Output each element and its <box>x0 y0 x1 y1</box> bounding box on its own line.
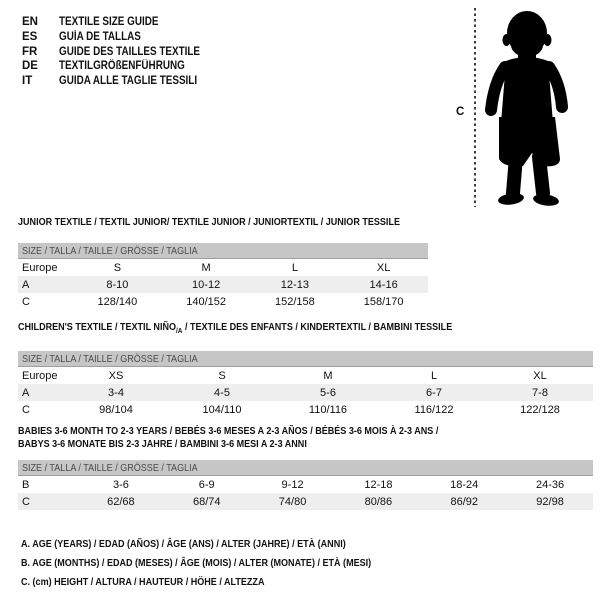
language-row <box>22 74 223 89</box>
language-legend <box>22 15 223 89</box>
value-cell: 80/86 <box>364 495 393 508</box>
value-cell: 68/74 <box>192 495 221 508</box>
value-cell: 152/158 <box>274 295 315 308</box>
value-cell: 104/110 <box>202 403 242 416</box>
row-label-cell: B <box>22 478 30 491</box>
language-label: GUÍA DE TALLAS <box>59 30 141 43</box>
size-header-label: SIZE / TALLA / TAILLE / GRÖSSE / TAGLIA <box>22 352 198 365</box>
size-cell: S <box>113 261 122 274</box>
table-childrens-textile <box>18 321 593 418</box>
row-label-cell: C <box>22 403 30 416</box>
language-row <box>22 45 223 60</box>
size-header-bar <box>18 351 593 367</box>
table-row <box>18 476 593 493</box>
table-row <box>18 401 593 418</box>
value-cell: 18-24 <box>450 478 479 491</box>
size-cell: L <box>430 369 438 382</box>
size-cell: M <box>323 369 333 382</box>
value-cell: 7-8 <box>532 386 548 399</box>
value-cell: 10-12 <box>192 278 221 291</box>
language-row <box>22 59 223 74</box>
value-cell: 5-6 <box>320 386 336 399</box>
value-cell: 3-4 <box>108 386 124 399</box>
language-code: DE <box>22 60 38 73</box>
value-cell: 86/92 <box>450 495 478 508</box>
row-label-cell: C <box>22 495 30 508</box>
value-cell: 12-13 <box>280 278 309 291</box>
title-text: / TEXTILE DES ENFANTS / KINDERTEXTIL / BAMBINI TESSILE <box>182 321 453 333</box>
table-title: JUNIOR TEXTILE / TEXTIL JUNIOR/ TEXTILE JUNIOR / JUNIORTEXTIL / JUNIOR TESSILE <box>18 216 400 228</box>
size-cell: L <box>291 261 298 274</box>
height-dotted-line <box>474 8 476 207</box>
value-cell: 62/68 <box>107 495 135 508</box>
language-label: TEXTILE SIZE GUIDE <box>59 16 159 28</box>
footnote-a: A. AGE (YEARS) / EDAD (AÑOS) / ÂGE (ANS) / ALTER (JAHRE) / ETÀ (ANNI) <box>21 538 346 550</box>
size-header-bar <box>18 243 428 259</box>
value-cell: 116/122 <box>414 403 454 416</box>
language-code: ES <box>22 30 38 43</box>
footnote-b: B. AGE (MONTHS) / EDAD (MESES) / ÂGE (MOIS) / ALTER (MONATE) / ETÀ (MESI) <box>21 557 372 569</box>
table-title-line2: BABYS 3-6 MONATE BIS 2-3 JAHRE / BAMBINI 3-6 MESI A 2-3 ANNI <box>18 438 307 450</box>
row-label-cell: A <box>22 386 30 399</box>
language-label: GUIDA ALLE TAGLIE TESSILI <box>59 75 198 88</box>
value-cell: 8-10 <box>106 278 129 291</box>
language-code: FR <box>22 45 38 58</box>
table-row <box>18 276 428 293</box>
height-label-c: C <box>456 106 465 118</box>
value-cell: 128/140 <box>97 295 138 308</box>
value-cell: 122/128 <box>520 403 560 416</box>
row-label-cell: C <box>22 295 30 308</box>
value-cell: 24-36 <box>535 478 565 491</box>
table-row <box>18 293 428 310</box>
size-header-label: SIZE / TALLA / TAILLE / GRÖSSE / TAGLIA <box>22 461 198 474</box>
language-code: EN <box>22 16 38 28</box>
table-junior-textile <box>18 216 428 310</box>
title-subscript: /A <box>176 326 183 336</box>
size-header-label: SIZE / TALLA / TAILLE / GRÖSSE / TAGLIA <box>22 244 198 257</box>
footnotes <box>21 535 428 592</box>
value-cell: 74/80 <box>278 495 307 508</box>
value-cell: 9-12 <box>281 478 304 491</box>
value-cell: 6-7 <box>426 386 442 399</box>
value-cell: 6-9 <box>198 478 215 491</box>
value-cell: 110/116 <box>308 403 348 416</box>
size-cell: XL <box>533 369 547 382</box>
language-label: GUIDE DES TAILLES TEXTILE <box>59 45 201 58</box>
table-babies-textile <box>18 425 593 510</box>
value-cell: 158/170 <box>363 295 404 308</box>
table-row <box>18 367 593 384</box>
value-cell: 4-5 <box>214 386 230 399</box>
row-label-cell: Europe <box>22 261 58 274</box>
table-row <box>18 493 593 510</box>
language-label: TEXTILGRÖßENFÜHRUNG <box>59 60 185 73</box>
table-title-line1: BABIES 3-6 MONTH TO 2-3 YEARS / BEBÉS 3-6 MESES A 2-3 AÑOS / BÉBÉS 3-6 MOIS À 2-3 ANS / <box>18 425 439 437</box>
row-label-cell: A <box>22 278 30 291</box>
value-cell: 14-16 <box>369 278 398 291</box>
language-row <box>22 30 223 45</box>
size-cell: S <box>218 369 226 382</box>
value-cell: 140/152 <box>186 295 226 308</box>
baby-silhouette-icon <box>482 7 572 207</box>
value-cell: 3-6 <box>112 478 129 491</box>
table-row <box>18 384 593 401</box>
table-row <box>18 259 428 276</box>
size-header-bar <box>18 460 593 476</box>
size-cell: XS <box>108 369 124 382</box>
value-cell: 98/104 <box>99 403 133 416</box>
size-cell: XL <box>376 261 391 274</box>
row-label-cell: Europe <box>22 369 58 382</box>
language-row <box>22 15 223 30</box>
value-cell: 92/98 <box>536 495 564 508</box>
language-code: IT <box>22 75 33 88</box>
footnote-c: C. (cm) HEIGHT / ALTURA / HAUTEUR / HÖHE / ALTEZZA <box>21 576 265 588</box>
value-cell: 12-18 <box>364 478 393 491</box>
table-title <box>18 321 513 337</box>
size-cell: M <box>201 261 211 274</box>
title-text: CHILDREN'S TEXTILE / TEXTIL NIÑO <box>18 321 177 333</box>
